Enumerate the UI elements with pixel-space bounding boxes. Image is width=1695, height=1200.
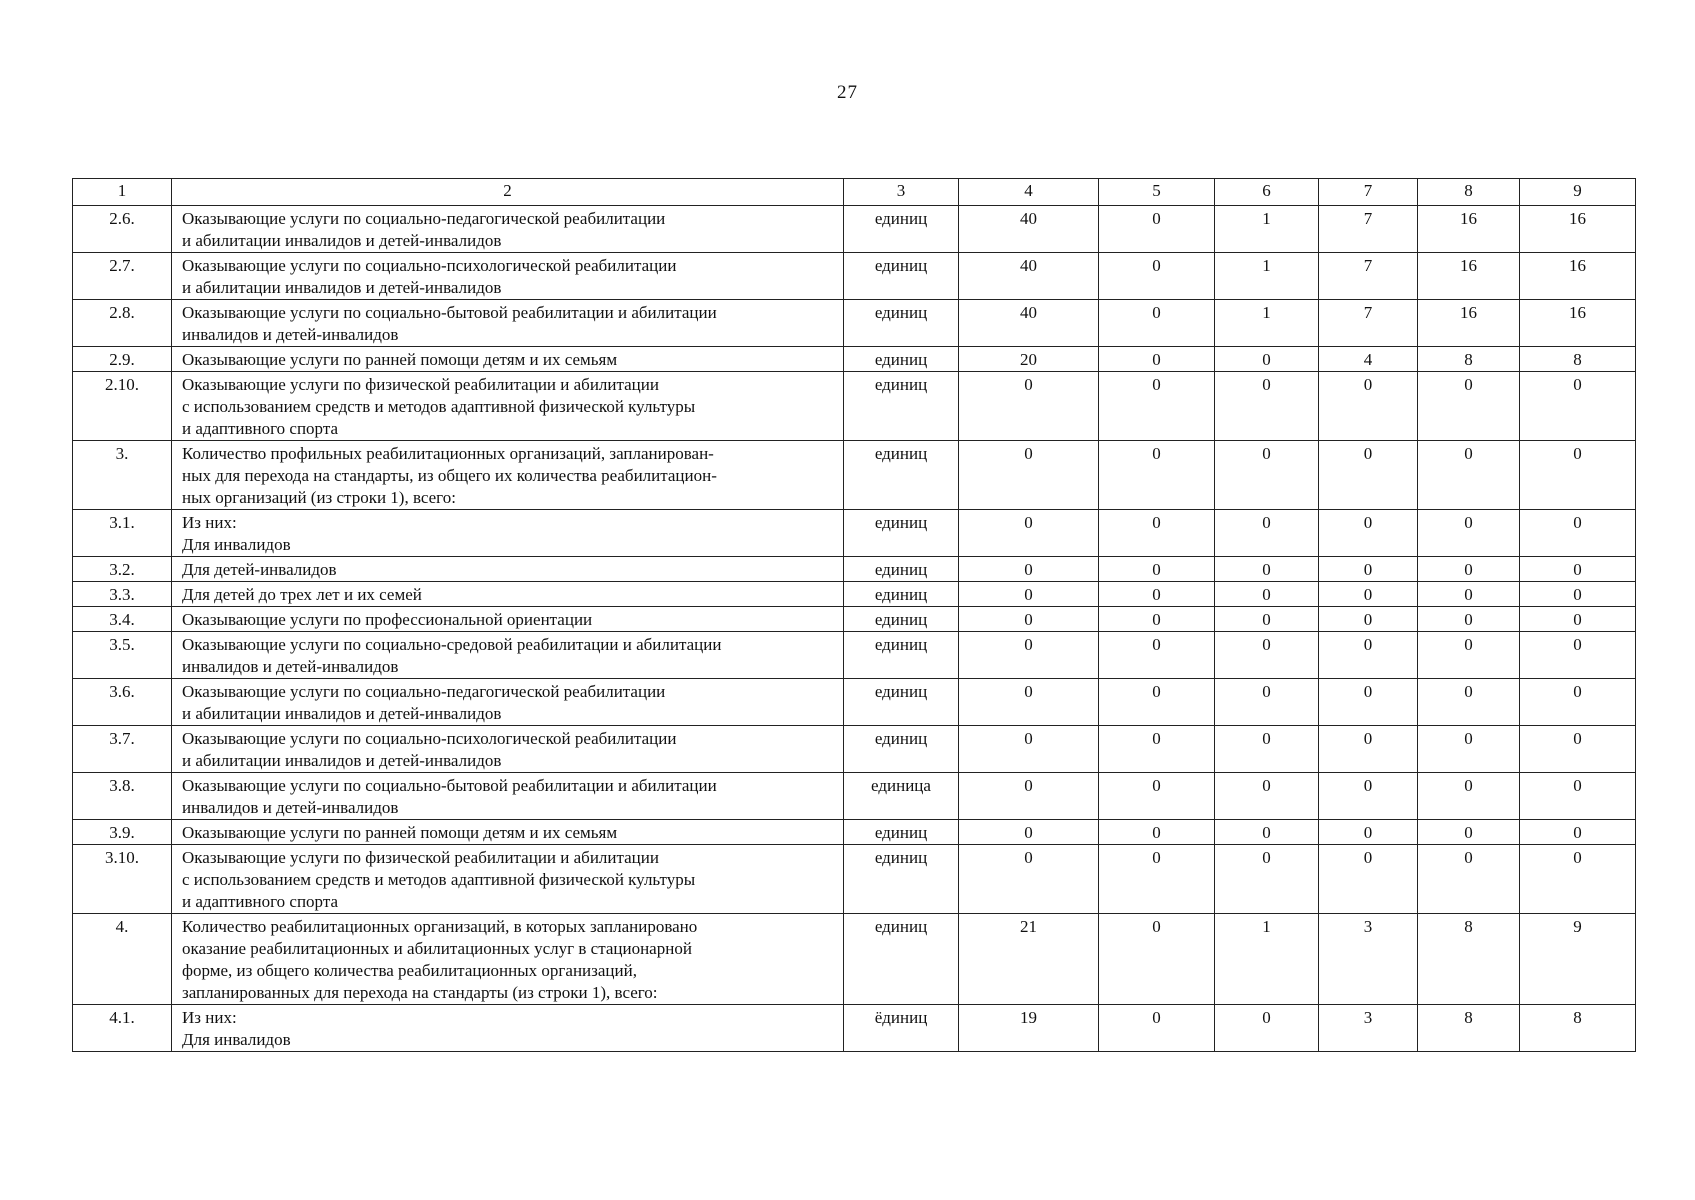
- row-value: 0: [1099, 726, 1215, 773]
- row-value: 0: [1319, 582, 1418, 607]
- row-value: 0: [959, 773, 1099, 820]
- row-description: [172, 347, 844, 372]
- row-value: 0: [959, 820, 1099, 845]
- row-value: 0: [959, 726, 1099, 773]
- row-value: 0: [959, 582, 1099, 607]
- row-value: 16: [1418, 300, 1520, 347]
- row-number: 2.7.: [73, 253, 172, 300]
- row-value: 0: [1215, 820, 1319, 845]
- row-value: 0: [1215, 773, 1319, 820]
- row-value: 0: [1215, 726, 1319, 773]
- row-value: 1: [1215, 253, 1319, 300]
- row-value: 0: [1520, 773, 1636, 820]
- table-row: [73, 1005, 1636, 1052]
- row-value: 0: [1099, 347, 1215, 372]
- description-line: инвалидов и детей-инвалидов: [182, 798, 399, 817]
- row-number: 2.8.: [73, 300, 172, 347]
- table-row: [73, 914, 1636, 1005]
- row-value: 0: [959, 845, 1099, 914]
- row-value: 0: [1418, 726, 1520, 773]
- row-unit: единиц: [844, 253, 959, 300]
- description-line: с использованием средств и методов адаптивной физической культуры: [182, 870, 696, 889]
- description-line: и абилитации инвалидов и детей-инвалидов: [182, 704, 502, 723]
- description-line: Оказывающие услуги по социально-бытовой реабилитации и абилитации: [182, 303, 717, 322]
- row-value: 0: [1520, 632, 1636, 679]
- row-value: 0: [1418, 632, 1520, 679]
- row-description: [172, 557, 844, 582]
- row-value: 16: [1520, 206, 1636, 253]
- table-row: [73, 607, 1636, 632]
- column-header: 4: [959, 179, 1099, 206]
- row-description: [172, 300, 844, 347]
- row-value: 0: [1520, 510, 1636, 557]
- row-value: 0: [1319, 607, 1418, 632]
- row-value: 0: [1319, 773, 1418, 820]
- row-value: 0: [1418, 582, 1520, 607]
- row-value: 0: [1099, 1005, 1215, 1052]
- row-value: 0: [1215, 441, 1319, 510]
- row-value: 0: [1099, 441, 1215, 510]
- table-row: [73, 820, 1636, 845]
- row-unit: единиц: [844, 845, 959, 914]
- row-unit: единиц: [844, 726, 959, 773]
- row-value: 0: [1319, 679, 1418, 726]
- row-value: 4: [1319, 347, 1418, 372]
- row-value: 0: [1215, 582, 1319, 607]
- row-value: 1: [1215, 206, 1319, 253]
- row-value: 19: [959, 1005, 1099, 1052]
- row-description: [172, 372, 844, 441]
- row-value: 0: [1099, 845, 1215, 914]
- description-line: и абилитации инвалидов и детей-инвалидов: [182, 278, 502, 297]
- description-line: Из них:: [182, 513, 237, 532]
- column-header: 9: [1520, 179, 1636, 206]
- description-line: Из них:: [182, 1008, 237, 1027]
- row-number: 3.1.: [73, 510, 172, 557]
- description-line: Для детей-инвалидов: [182, 560, 337, 579]
- row-value: 0: [959, 557, 1099, 582]
- description-line: инвалидов и детей-инвалидов: [182, 657, 399, 676]
- column-header: 5: [1099, 179, 1215, 206]
- table-row: [73, 206, 1636, 253]
- description-line: инвалидов и детей-инвалидов: [182, 325, 399, 344]
- row-value: 16: [1418, 253, 1520, 300]
- description-line: Оказывающие услуги по социально-психологической реабилитации: [182, 256, 677, 275]
- row-value: 40: [959, 300, 1099, 347]
- description-line: Оказывающие услуги по профессиональной ориентации: [182, 610, 593, 629]
- row-value: 0: [1099, 557, 1215, 582]
- table-row: [73, 347, 1636, 372]
- row-value: 0: [1418, 773, 1520, 820]
- row-unit: единиц: [844, 914, 959, 1005]
- row-value: 0: [1319, 372, 1418, 441]
- row-value: 0: [1520, 607, 1636, 632]
- row-value: 0: [959, 679, 1099, 726]
- row-description: [172, 914, 844, 1005]
- row-value: 0: [1418, 607, 1520, 632]
- row-number: 3.5.: [73, 632, 172, 679]
- description-line: и адаптивного спорта: [182, 892, 339, 911]
- row-number: 3.3.: [73, 582, 172, 607]
- description-line: и абилитации инвалидов и детей-инвалидов: [182, 751, 502, 770]
- row-description: [172, 726, 844, 773]
- column-header: 8: [1418, 179, 1520, 206]
- row-value: 0: [1418, 557, 1520, 582]
- column-header: 2: [172, 179, 844, 206]
- description-line: Для инвалидов: [182, 1030, 291, 1049]
- row-value: 0: [1099, 582, 1215, 607]
- row-value: 0: [1319, 845, 1418, 914]
- row-value: 0: [959, 632, 1099, 679]
- row-unit: единиц: [844, 582, 959, 607]
- row-description: [172, 441, 844, 510]
- row-value: 1: [1215, 300, 1319, 347]
- description-line: запланированных для перехода на стандарты (из строки 1), всего:: [182, 983, 658, 1002]
- row-value: 0: [1215, 845, 1319, 914]
- row-value: 8: [1418, 1005, 1520, 1052]
- description-line: Оказывающие услуги по социально-психологической реабилитации: [182, 729, 677, 748]
- row-value: 0: [1520, 845, 1636, 914]
- row-description: [172, 773, 844, 820]
- table-row: [73, 582, 1636, 607]
- row-value: 0: [1418, 441, 1520, 510]
- row-value: 0: [1520, 441, 1636, 510]
- row-value: 0: [1215, 1005, 1319, 1052]
- row-number: 2.10.: [73, 372, 172, 441]
- description-line: Оказывающие услуги по социально-средовой реабилитации и абилитации: [182, 635, 722, 654]
- row-description: [172, 582, 844, 607]
- row-number: 3.9.: [73, 820, 172, 845]
- column-header: 3: [844, 179, 959, 206]
- row-value: 0: [1319, 632, 1418, 679]
- table-row: [73, 773, 1636, 820]
- row-number: 3.6.: [73, 679, 172, 726]
- row-value: 0: [1319, 726, 1418, 773]
- row-value: 8: [1520, 347, 1636, 372]
- column-header: 1: [73, 179, 172, 206]
- row-number: 3.7.: [73, 726, 172, 773]
- description-line: Количество профильных реабилитационных организаций, запланирован-: [182, 444, 714, 463]
- row-number: 3.4.: [73, 607, 172, 632]
- row-value: 21: [959, 914, 1099, 1005]
- row-value: 0: [1215, 510, 1319, 557]
- table-row: [73, 441, 1636, 510]
- table-row: [73, 726, 1636, 773]
- row-value: 7: [1319, 206, 1418, 253]
- row-value: 0: [1215, 632, 1319, 679]
- table-row: [73, 300, 1636, 347]
- row-value: 40: [959, 206, 1099, 253]
- row-value: 0: [1099, 607, 1215, 632]
- row-unit: единиц: [844, 510, 959, 557]
- row-value: 0: [1319, 557, 1418, 582]
- row-description: [172, 845, 844, 914]
- row-value: 0: [1319, 510, 1418, 557]
- column-header: 7: [1319, 179, 1418, 206]
- row-value: 0: [1099, 632, 1215, 679]
- row-value: 0: [1520, 679, 1636, 726]
- row-number: 3.: [73, 441, 172, 510]
- row-number: 2.9.: [73, 347, 172, 372]
- table-row: [73, 510, 1636, 557]
- row-value: 0: [959, 372, 1099, 441]
- description-line: форме, из общего количества реабилитационных организаций,: [182, 961, 637, 980]
- row-value: 16: [1520, 253, 1636, 300]
- row-value: 0: [1520, 372, 1636, 441]
- row-value: 0: [1520, 726, 1636, 773]
- row-description: [172, 632, 844, 679]
- description-line: Оказывающие услуги по социально-бытовой реабилитации и абилитации: [182, 776, 717, 795]
- description-line: ных для перехода на стандарты, из общего их количества реабилитацион-: [182, 466, 717, 485]
- row-description: [172, 820, 844, 845]
- row-unit: единиц: [844, 441, 959, 510]
- row-number: 4.: [73, 914, 172, 1005]
- table-row: [73, 679, 1636, 726]
- table-row: [73, 632, 1636, 679]
- row-unit: единица: [844, 773, 959, 820]
- row-unit: ёдиниц: [844, 1005, 959, 1052]
- description-line: Количество реабилитационных организаций, в которых запланировано: [182, 917, 698, 936]
- row-value: 8: [1418, 347, 1520, 372]
- row-value: 0: [1418, 372, 1520, 441]
- row-number: 3.8.: [73, 773, 172, 820]
- row-unit: единиц: [844, 347, 959, 372]
- row-unit: единиц: [844, 632, 959, 679]
- table-row: [73, 845, 1636, 914]
- row-number: 2.6.: [73, 206, 172, 253]
- description-line: оказание реабилитационных и абилитационных услуг в стационарной: [182, 939, 692, 958]
- row-value: 0: [1215, 607, 1319, 632]
- row-value: 0: [1099, 253, 1215, 300]
- row-value: 0: [959, 510, 1099, 557]
- row-value: 0: [959, 441, 1099, 510]
- row-value: 0: [1099, 510, 1215, 557]
- row-value: 0: [1418, 510, 1520, 557]
- row-description: [172, 1005, 844, 1052]
- row-unit: единиц: [844, 300, 959, 347]
- row-value: 0: [1215, 679, 1319, 726]
- row-unit: единиц: [844, 679, 959, 726]
- description-line: Оказывающие услуги по социально-педагогической реабилитации: [182, 209, 666, 228]
- row-value: 7: [1319, 300, 1418, 347]
- row-value: 0: [959, 607, 1099, 632]
- row-value: 3: [1319, 1005, 1418, 1052]
- row-value: 0: [1215, 557, 1319, 582]
- row-value: 0: [1099, 914, 1215, 1005]
- row-value: 20: [959, 347, 1099, 372]
- row-value: 0: [1520, 582, 1636, 607]
- row-value: 0: [1319, 441, 1418, 510]
- row-value: 0: [1215, 372, 1319, 441]
- row-value: 0: [1099, 820, 1215, 845]
- row-value: 0: [1418, 820, 1520, 845]
- row-value: 0: [1215, 347, 1319, 372]
- row-value: 0: [1099, 372, 1215, 441]
- row-description: [172, 607, 844, 632]
- data-table: [72, 178, 1636, 1052]
- row-value: 7: [1319, 253, 1418, 300]
- table-row: [73, 253, 1636, 300]
- row-description: [172, 679, 844, 726]
- row-value: 9: [1520, 914, 1636, 1005]
- row-value: 0: [1099, 679, 1215, 726]
- description-line: и абилитации инвалидов и детей-инвалидов: [182, 231, 502, 250]
- row-number: 3.10.: [73, 845, 172, 914]
- row-value: 0: [1099, 206, 1215, 253]
- row-value: 0: [1520, 557, 1636, 582]
- row-value: 16: [1418, 206, 1520, 253]
- description-line: и адаптивного спорта: [182, 419, 339, 438]
- row-unit: единиц: [844, 557, 959, 582]
- row-value: 40: [959, 253, 1099, 300]
- description-line: Для инвалидов: [182, 535, 291, 554]
- description-line: Для детей до трех лет и их семей: [182, 585, 422, 604]
- description-line: Оказывающие услуги по социально-педагогической реабилитации: [182, 682, 666, 701]
- description-line: Оказывающие услуги по ранней помощи детям и их семьям: [182, 823, 618, 842]
- row-value: 0: [1319, 820, 1418, 845]
- description-line: с использованием средств и методов адаптивной физической культуры: [182, 397, 696, 416]
- description-line: Оказывающие услуги по ранней помощи детям и их семьям: [182, 350, 618, 369]
- description-line: Оказывающие услуги по физической реабилитации и абилитации: [182, 848, 659, 867]
- column-header: 6: [1215, 179, 1319, 206]
- header-row: [73, 179, 1636, 206]
- row-description: [172, 253, 844, 300]
- row-unit: единиц: [844, 820, 959, 845]
- table-row: [73, 557, 1636, 582]
- row-number: 4.1.: [73, 1005, 172, 1052]
- row-value: 1: [1215, 914, 1319, 1005]
- row-value: 0: [1418, 679, 1520, 726]
- row-value: 0: [1520, 820, 1636, 845]
- description-line: ных организаций (из строки 1), всего:: [182, 488, 456, 507]
- row-value: 0: [1099, 300, 1215, 347]
- page-number: 27: [837, 82, 858, 103]
- row-description: [172, 510, 844, 557]
- row-value: 0: [1099, 773, 1215, 820]
- row-value: 0: [1418, 845, 1520, 914]
- row-value: 16: [1520, 300, 1636, 347]
- row-value: 8: [1418, 914, 1520, 1005]
- row-number: 3.2.: [73, 557, 172, 582]
- row-value: 3: [1319, 914, 1418, 1005]
- row-unit: единиц: [844, 206, 959, 253]
- row-unit: единиц: [844, 607, 959, 632]
- row-unit: единиц: [844, 372, 959, 441]
- row-value: 8: [1520, 1005, 1636, 1052]
- table-row: [73, 372, 1636, 441]
- description-line: Оказывающие услуги по физической реабилитации и абилитации: [182, 375, 659, 394]
- row-description: [172, 206, 844, 253]
